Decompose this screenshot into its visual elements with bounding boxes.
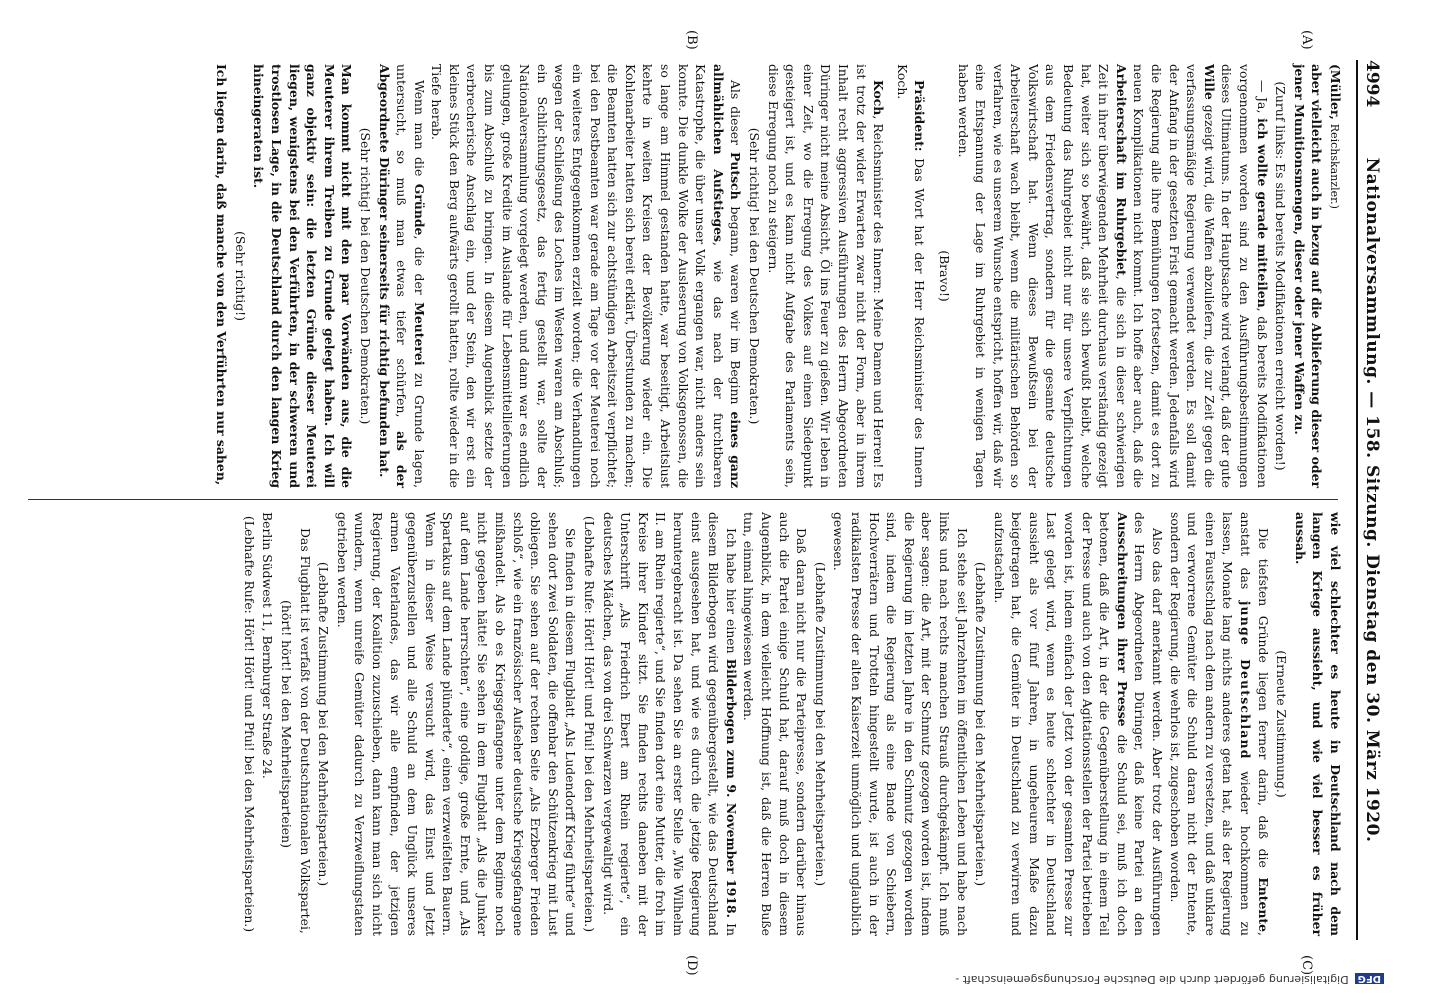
paragraph: Daß daran nicht nur die Parteipresse, sondern darüber hinaus auch die Partei einige Schuld hat, darauf muß doch in diesem Augenblick, in dem vielleicht Hoffnung ist, daß die Herren Buße tun, einmal hingewiesen werden.: [741, 512, 810, 936]
paragraph: (Zuruf links: Es sind bereits Modifikationen erreicht worden!): [1273, 81, 1289, 471]
margin-marker-d: (D): [684, 955, 699, 976]
paragraph: Sie finden in diesem Flugblatt „Als Ludendorff Krieg führte“ und sehen dort zwei Soldaten, die offenbar den Schützenkrieg mit Lust obliegen. Sie sehen auf der rechten Seite „Als Erzberger Frieden schloß“, wie ein französischer Aufseher deutsche Kriegsgefangene mißhandelt. Als ob es Kriegsgefangene unter dem Regime noch nicht gegeben hätte! Sie sehen in dem Flugblatt „Als die Junker auf dem Lande herrschten“, eine goldige, große Ernte, und „Als Spartakus auf dem Lande plünderte“, einen verzweifelten Bauern. Wenn in dieser Weise versucht wird, das Einst und Jetzt gegenüberzustellen und alle Schuld an dem Unglück unseres armen Vaterlandes, das wir alle empfinden, der jetzigen Regierung, der Koalition zuzuschieben, dann kann man sich nicht wundern, wenn unreife Gemüter dadurch zu Verzweiflungstaten getrieben werden.: [334, 512, 579, 936]
margin-marker-c: (C): [1299, 955, 1314, 976]
paragraph: Also das darf anerkannt werden. Aber trotz der Ausführungen des Herrn Abgeordneten Düringer, daß keine Partei an den Ausschreitungen ihrer Presse die Schuld sei, muß ich doch betonen, daß die Art, in der die Gegenüberstellung in einem Teil der Presse und auch von den Agitationsstellen der Partei betrieben worden ist, indem einfach der Jetzt von der gesamten Presse zur Last gelegt wird, wenn es heute schlechter in Deutschland aussieht als vor fünf Jahren, in ungeheurem Maße dazu beigetragen hat, die Gemüter in Deutschland zu verwirren und aufzustacheln.: [991, 512, 1166, 937]
left-column: [213, 64, 1344, 488]
page-number: 4994: [1362, 60, 1382, 108]
paragraph: Man kommt nicht mit den paar Vorwänden aus, die die Meuterer ihrem Treiben zu Grunde gelegt haben. Ich will ganz objektiv sein: die letzten Gründe dieser Meuterei liegen, wenigstens bei den Verführten, in der schweren und trostlosen Lage, in die Deutschland durch den langen Krieg hineingeraten ist.: [251, 64, 355, 488]
paragraph: (hört! hört! bei den Mehrheitsparteien): [278, 600, 294, 848]
paragraph: (Sehr richtig!): [232, 231, 248, 321]
paragraph: Die tiefsten Gründe liegen ferner darin, daß die Entente, anstatt das junge Deutschland wieder hochkommen zu lassen, Monate lang nichts anderes getan hat, als der Regierung einen Faustschlag nach dem andern zu versetzen, und daß unklare und verworrene Gemüter die Schuld daran nicht der Entente, sondern der Regierung, die wehrlos ist, zugeschoben worden.: [1167, 512, 1271, 936]
paragraph: Ich liegen darin, daß manche von den Verführten nur sahen,: [214, 64, 230, 486]
paragraph: Ich habe hier einen Bilderbogen zum 9. November 1918. In diesem Bilderbogen wird gegenübergestellt, wie das Deutschland einst ausgesehen hat, und wie es durch die jetzige Regierung heruntergebracht ist. Da sehen Sie an erster Stelle „Wie Wilhelm II. am Rhein regierte“, und Sie finden dort eine Mutter, die froh im Kreise ihrer Kinder sitzt. Sie finden rechts daneben mit der Unterschrift „Als Friedrich Ebert am Rhein regierte“, ein deutsches Mädchen, das von drei Schwarzen vergewaltigt wird.: [600, 512, 739, 936]
spacer: [887, 64, 893, 488]
funding-text: Digitalisierung gefördert durch die Deutsche Forschungsgemeinschaft -: [955, 973, 1349, 986]
paragraph: — Ja, ich wollte gerade mitteilen, daß bereits Modifikationen vorgenommen worden sind zu den Ausführungsbestimmungen dieses Ultimatums. In der Hauptsache wird verlangt, daß der gute Wille gezeigt wird, die Waffen abzuliefern, die zur Zeit gegen die verfassungsmäßige Regierung verwendet werden. Es soll damit der Anfang in der gesetzten Frist gemacht werden. Jedenfalls wird die Regierung alle ihre Bemühungen fortsetzen, damit es dort zu neuen Komplikationen nicht kommt. Ich hoffe aber auch, daß die Arbeiterschaft im Ruhrgebiet, die sich in dieser schwierigen Zeit in ihrer überwiegenden Mehrheit durchaus verständig gezeigt hat, weiter sich so bewährt, daß sie sich bewußt bleibt, welche Bedeutung das Ruhrgebiet nicht nur für unsere Verpflichtungen aus dem Friedensvertrag, sondern für die gesamte deutsche Volkswirtschaft hat. Wenn dieses Bewußtsein bei der Arbeiterschaft wach bleibt, wenn die militärischen Behörden so verfahren, wie es unserem Wunsche entspricht, hoffen wir, daß wir eine Entspannung der Lage im Ruhrgebiet in wenigen Tagen haben werden.: [955, 64, 1270, 488]
funding-note: [50, 968, 1384, 986]
paragraph: Das Flugblatt ist verfaßt von der Deutschnationalen Volkspartei,: [297, 528, 313, 934]
paragraph: Als dieser Putsch begann, waren wir im Beginn eines ganz allmählichen Aufstieges, wie das nach der furchtbaren Katastrophe, die über unser Volk ergangen war, nicht anders sein konnte. Die dunkle Wolke der Ausleserung von Volksgenossen, die so lange am Himmel gestanden hatte, war beseitigt, Arbeitslust kehrte in weiten Kreisen der Bevölkerung wieder ein. Die Kohlenarbeiter hatten sich bereit erklärt, Überstunden zu machen; die Beamten hatten sich zur achtstündigen Arbeitszeit verpflichtet; bei den Postbeamten war gerade am Tage vor der Meuterei noch ein weiteres Entgegenkommen erzielt worden; die Verhandlungen wegen der Schließung des Loches im Westen waren am Abschluß; ein Schlichtungsgesetz, das fertig gestellt war, sollte der Nationalversammlung vorgelegt werden, und dann war es endlich gelungen, große Kredite im Auslande für Lebensmittellieferungen bis zum Abschluß zu bringen. In diesem Augenblick setzte der verbrecherische Anschlag ein, und der Stein, den wir erst ein kleines Stück den Berg aufwärts gerollt hatten, rollte wieder in die Tiefe herab.: [429, 64, 744, 489]
page-header: [1356, 60, 1388, 940]
paragraph: wie viel schlechter es heute in Deutschland nach dem langen Kriege aussieht, und wie viel besser es früher aussah.: [1292, 512, 1343, 936]
paragraph: Koch, Reichsminister des Innern: Meine Damen und Herren! Es ist trotz der wider Erwarten zwar nicht der Form, aber in ihrem Inhalt recht aggressiven Ausführungen des Herrn Abgeordneten Düringer nicht meine Absicht, Öl ins Feuer zu gießen. Wir leben in einer Zeit, wo die Erregung des Volkes auf einen Siedepunkt gesteigert ist, und es kann nicht Aufgabe des Parlaments sein, diese Erregung noch zu steigern.: [765, 64, 887, 488]
spacer: [928, 64, 934, 488]
paragraph: (Müller, Reichskanzler.): [1328, 64, 1343, 209]
column-divider: [28, 499, 1338, 500]
paragraph: (Lebhafte Rufe: Hört! Hört! und Pfui! bei den Mehrheitsparteien.): [241, 515, 257, 933]
paragraph: (Sehr richtig! bei den Deutschen Demokraten.): [747, 127, 762, 425]
margin-marker-b: (B): [684, 30, 699, 50]
paragraph: Präsident: Das Wort hat der Herr Reichsminister des Innern Koch.: [894, 64, 928, 488]
paragraph: Berlin Südwest 11, Bernburger Straße 24.: [260, 512, 276, 779]
page-title: Nationalversammlung. — 158. Sitzung. Dienstag den 30. März 1920.: [1362, 157, 1382, 843]
paragraph: aber vielleicht auch in bezug auf die Ablieferung dieser oder jener Munitionsmengen, dieser oder jener Waffen zu.: [1291, 64, 1325, 488]
paragraph: (Erneute Zustimmung.): [1274, 650, 1290, 798]
paragraph: (Sehr richtig! bei den Deutschen Demokraten.): [357, 127, 373, 425]
paragraph: (Lebhafte Zustimmung bei den Mehrheitsparteien.): [812, 561, 828, 887]
paragraph: Ich stehe seit Jahrzehnten im öffentlichen Leben und habe nach links und nach rechts manchen Strauß durchgekämpft. Ich muß aber sagen: die Art, mit der Schmutz gezogen worden ist, indem die Regierung im letzten Jahre in den Schmutz gezogen worden sind, indem die Regierung als eine Bande von Schiebern, Hochverrätern und Trotteln hingestellt wurde, ist auch in der radikalsten Presse der alten Kaiserzeit unmöglich und unglaublich gewesen.: [831, 512, 970, 936]
paragraph: Wenn man die Gründe, die der Meuterei zu Grunde lagen, untersucht, so muß man etwas tiefer schürfen, als der Abgeordnete Düringer seinerseits für richtig befunden hat.: [376, 64, 427, 489]
margin-marker-a: (A): [1299, 30, 1314, 50]
paragraph: (Lebhafte Rufe: Hört! Hört! und Pfui! bei den Mehrheitsparteien.): [582, 515, 598, 933]
paragraph: (Lebhafte Zustimmung bei den Mehrheitsparteien.): [316, 561, 332, 887]
dfg-logo: DFG: [1355, 973, 1384, 984]
paragraph: (Bravo!): [936, 250, 952, 302]
right-column: [239, 512, 1344, 936]
paragraph: (Lebhafte Zustimmung bei den Mehrheitsparteien.): [973, 561, 989, 887]
